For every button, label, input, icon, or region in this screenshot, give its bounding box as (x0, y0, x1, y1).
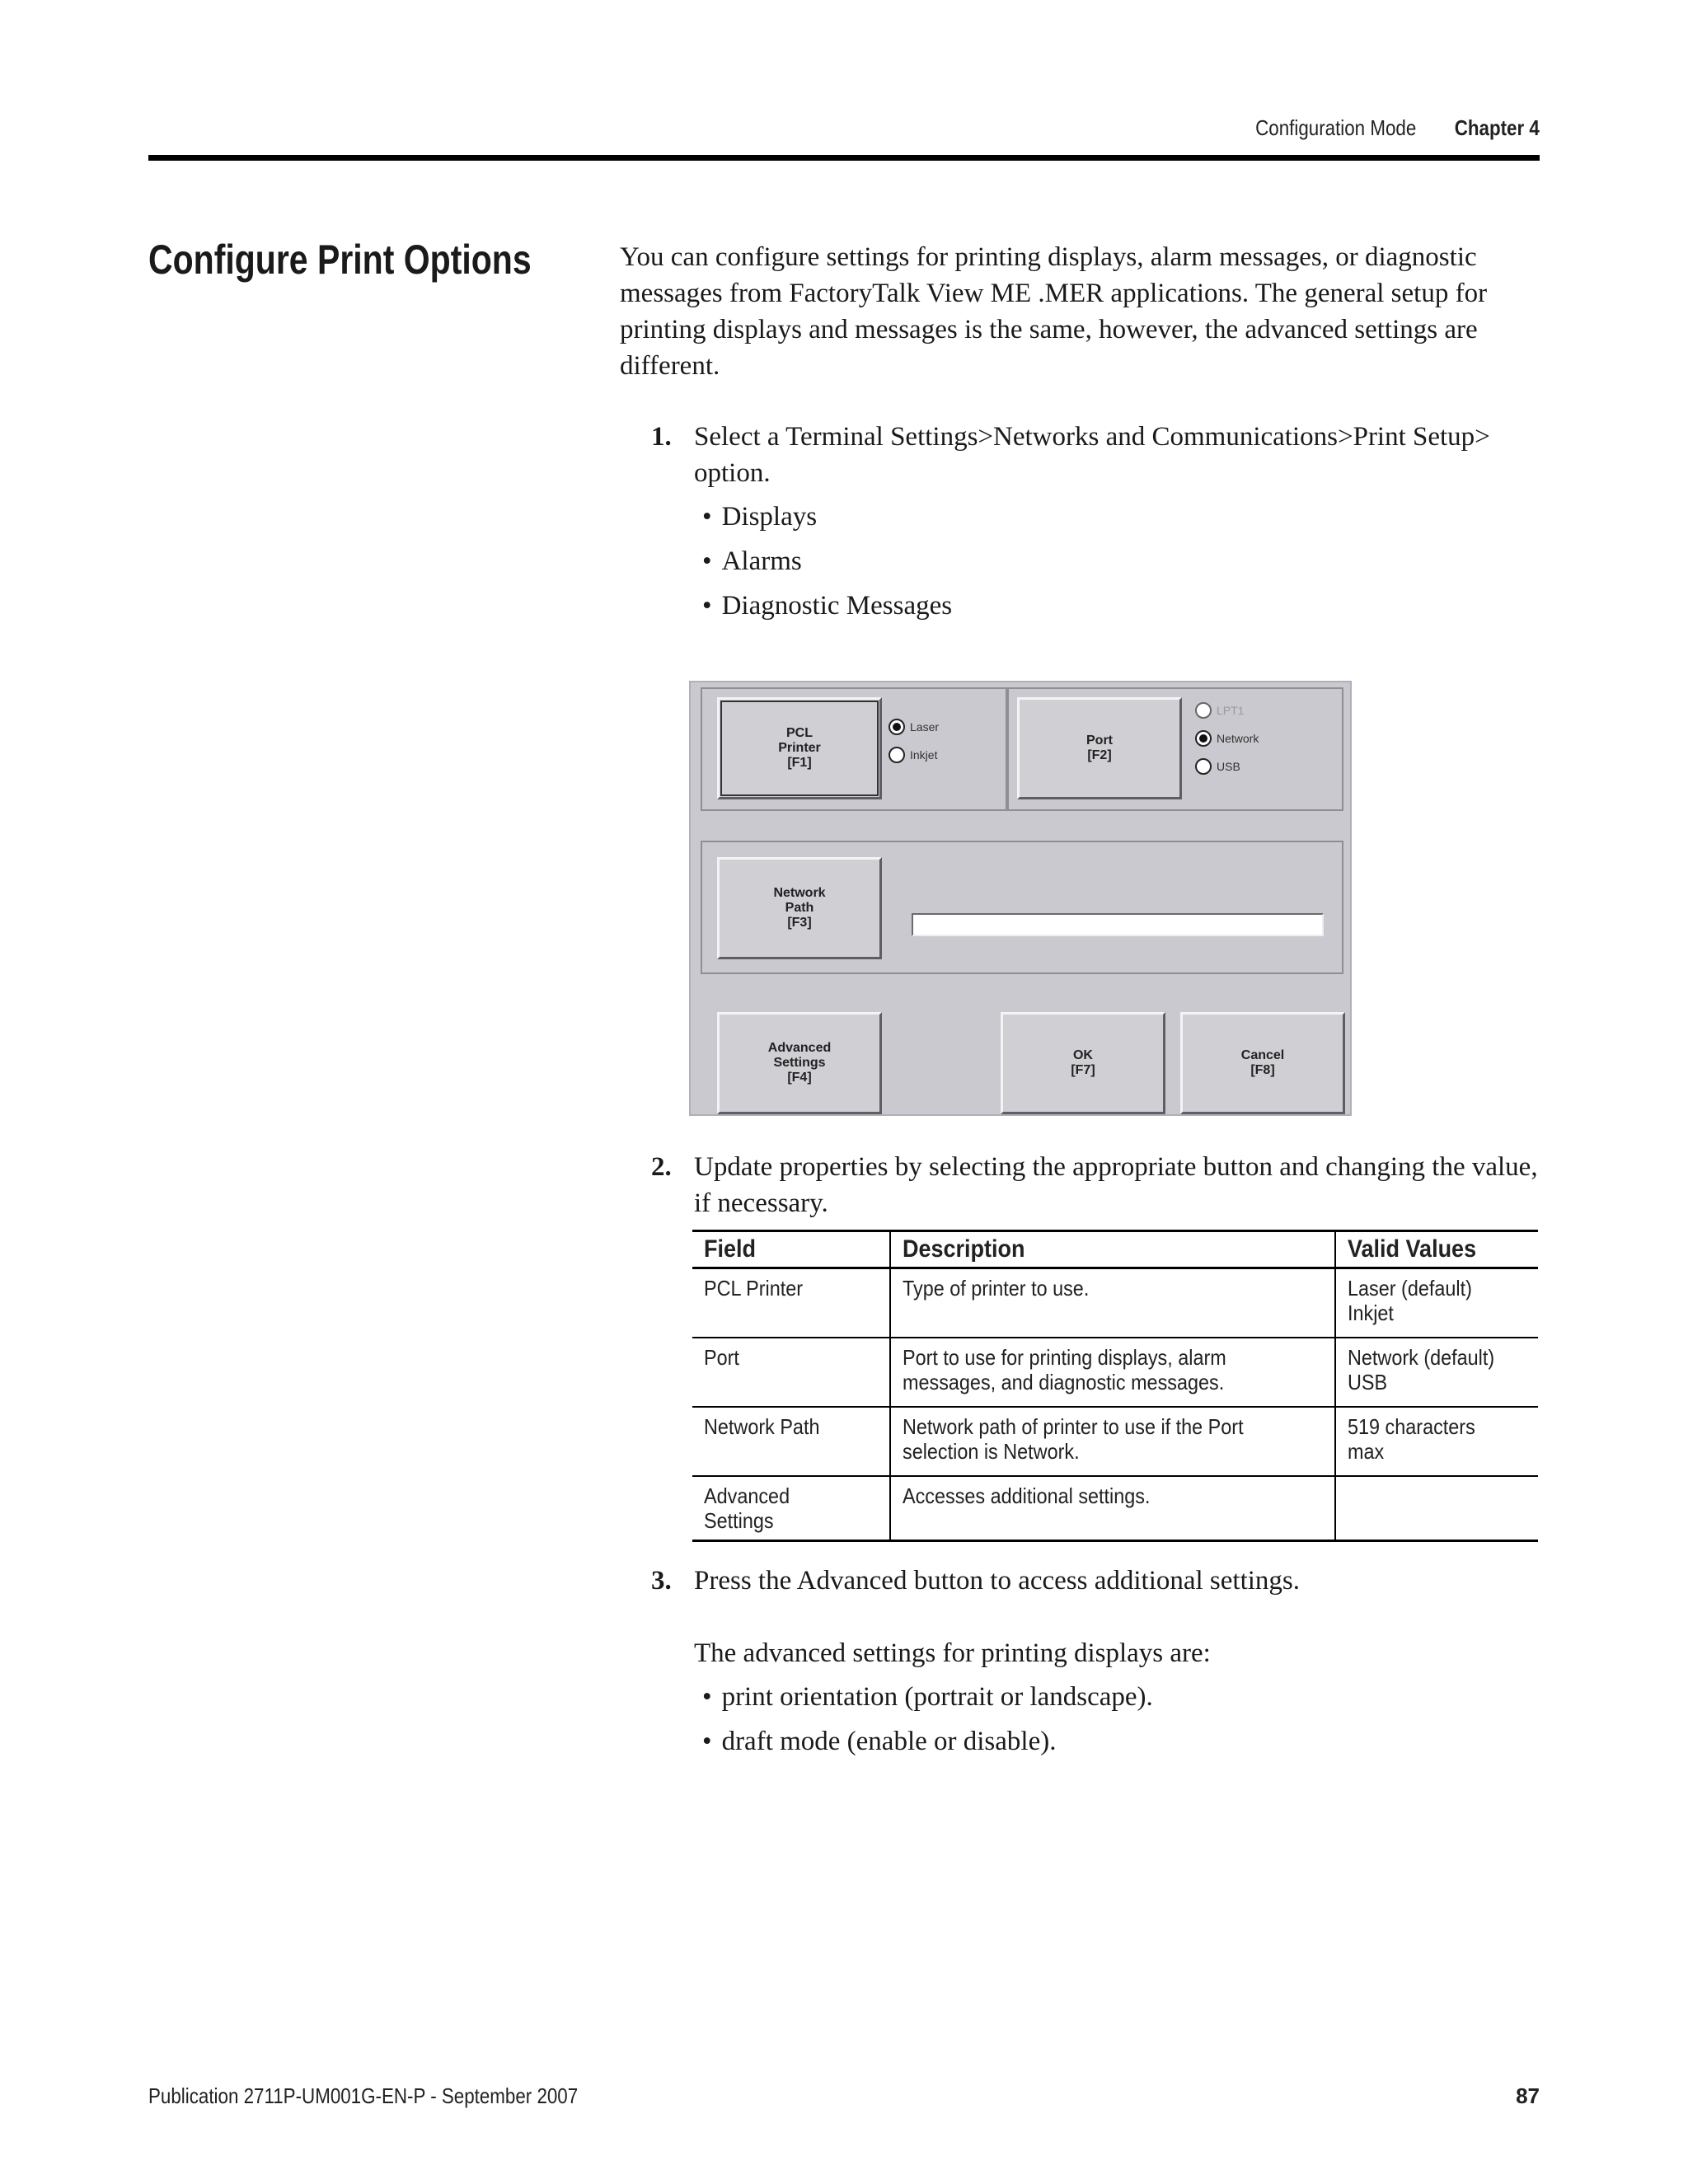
radio-label: USB (1217, 760, 1240, 773)
print-setup-screen (689, 681, 1352, 1116)
step-2 (620, 1149, 1543, 1221)
header-section: Configuration Mode (1255, 115, 1417, 140)
table-cell: Advanced Settings (692, 1476, 890, 1541)
page-footer (148, 2083, 1540, 2109)
step-text: Select a Terminal Settings>Networks and Communications>Print Setup> option. (694, 422, 1490, 488)
column-header: Field (692, 1231, 890, 1268)
table-cell (1335, 1476, 1538, 1541)
bullet-item: • Displays (702, 494, 952, 539)
radio-dot-icon (889, 747, 905, 763)
step-text: Update properties by selecting the appropriate button and changing the value, if necessary. (694, 1152, 1538, 1218)
table-row (692, 1268, 1538, 1338)
column-header: Valid Values (1335, 1231, 1538, 1268)
radio-lpt1[interactable] (1195, 702, 1244, 719)
running-header (1255, 115, 1540, 141)
network-path-button[interactable]: Network Path [F3] (717, 857, 882, 959)
table-cell: PCL Printer (692, 1268, 890, 1338)
intro-paragraph: You can configure settings for printing displays, alarm messages, or diagnostic messages from FactoryTalk View ME .MER applications. The general setup for printing displays and messages is the same, however, the advanced settings are different. (620, 242, 1488, 381)
table-cell: Type of printer to use. (890, 1268, 1335, 1338)
print-options-table (692, 1230, 1538, 1542)
cancel-button[interactable]: Cancel [F8] (1180, 1012, 1345, 1114)
table-cell: Laser (default) Inkjet (1335, 1268, 1538, 1338)
table-cell: 519 characters max (1335, 1407, 1538, 1476)
section-heading: Configure Print Options (148, 237, 532, 283)
advanced-bullet-list (702, 1675, 1153, 1764)
radio-dot-icon (1195, 702, 1212, 719)
table-cell: Network Path (692, 1407, 890, 1476)
port-button[interactable]: Port [F2] (1017, 697, 1182, 799)
bullet-item: • print orientation (portrait or landscape). (702, 1675, 1153, 1719)
header-rule (148, 155, 1540, 161)
radio-dot-icon (1195, 758, 1212, 775)
table-cell: Accesses additional settings. (890, 1476, 1335, 1541)
publication-info: Publication 2711P-UM001G-EN-P - September 2007 (148, 2083, 579, 2108)
table-header-row (692, 1231, 1538, 1268)
table-row (692, 1338, 1538, 1407)
radio-dot-icon (889, 719, 905, 735)
radio-label: Inkjet (910, 748, 938, 762)
radio-network[interactable] (1195, 730, 1259, 747)
radio-label: Network (1217, 732, 1259, 745)
bullet-item: • draft mode (enable or disable). (702, 1719, 1153, 1764)
advanced-intro (620, 1635, 1543, 1671)
bullet-item: • Diagnostic Messages (702, 583, 952, 628)
advanced-settings-button[interactable]: Advanced Settings [F4] (717, 1012, 882, 1114)
step-text: Press the Advanced button to access additional settings. (694, 1566, 1301, 1596)
step-3 (620, 1563, 1543, 1599)
table-cell: Network (default) USB (1335, 1338, 1538, 1407)
ok-button[interactable]: OK [F7] (1001, 1012, 1165, 1114)
table-row (692, 1476, 1538, 1541)
table-cell: Network path of printer to use if the Port selection is Network. (890, 1407, 1335, 1476)
step-number: 3. (651, 1566, 672, 1596)
page-number: 87 (1516, 2083, 1540, 2108)
step-1-bullet-list (702, 494, 952, 628)
network-path-field[interactable] (912, 913, 1324, 936)
radio-usb[interactable] (1195, 758, 1240, 775)
radio-laser[interactable] (889, 719, 939, 735)
step-number: 2. (651, 1152, 672, 1182)
radio-dot-icon (1195, 730, 1212, 747)
table-cell: Port (692, 1338, 890, 1407)
radio-label: LPT1 (1217, 704, 1245, 717)
radio-label: Laser (910, 720, 940, 733)
column-header: Description (890, 1231, 1335, 1268)
step-1 (620, 419, 1543, 491)
bullet-item: • Alarms (702, 539, 952, 583)
advanced-intro-text: The advanced settings for printing displays are: (694, 1638, 1211, 1668)
table-cell: Port to use for printing displays, alarm messages, and diagnostic messages. (890, 1338, 1335, 1407)
header-chapter: Chapter 4 (1454, 115, 1540, 140)
radio-inkjet[interactable] (889, 747, 937, 763)
table-row (692, 1407, 1538, 1476)
step-number: 1. (651, 422, 672, 452)
pcl-printer-button[interactable]: PCL Printer [F1] (717, 697, 882, 799)
